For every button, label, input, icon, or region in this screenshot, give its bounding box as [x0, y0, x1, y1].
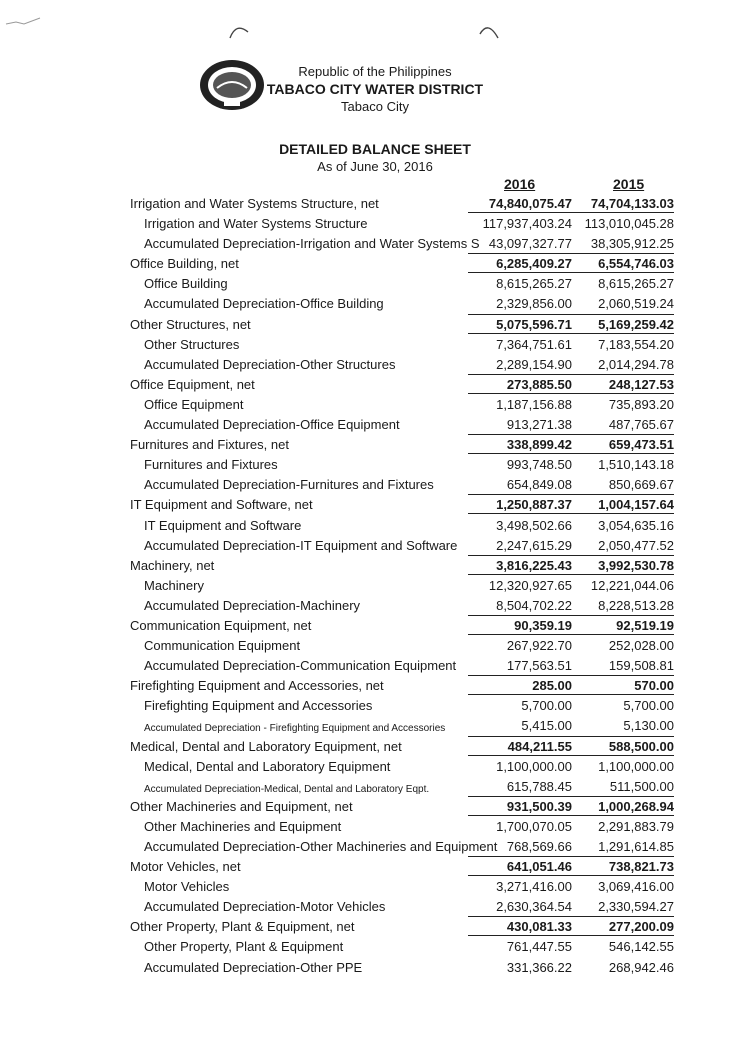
- row-label: Accumulated Depreciation-Communication Equipment: [144, 658, 457, 674]
- value-2015: 2,330,594.27: [598, 899, 674, 915]
- value-2016: 6,285,409.27: [464, 256, 572, 271]
- row-label: Accumulated Depreciation-IT Equipment and Software: [144, 537, 458, 553]
- balance-sheet-table: [0, 193, 743, 977]
- row-label: Accumulated Depreciation-Motor Vehicles: [144, 899, 386, 915]
- value-2015: 5,169,259.42: [566, 317, 674, 332]
- subtotal-row: [0, 736, 743, 756]
- row-label: Accumulated Depreciation - Firefighting Equipment and Accessories: [144, 723, 446, 735]
- value-2015: 3,069,416.00: [598, 879, 674, 895]
- value-2016: 5,700.00: [521, 698, 572, 714]
- value-2016: 331,366.22: [506, 959, 572, 975]
- value-2016: 761,447.55: [506, 939, 572, 955]
- subtotal-row: [0, 434, 743, 454]
- row-label: Irrigation and Water Systems Structure, net: [130, 196, 379, 211]
- value-2015: 2,060,519.24: [598, 296, 674, 312]
- detail-row: [0, 957, 743, 977]
- detail-row: [0, 394, 743, 414]
- detail-row: [0, 454, 743, 474]
- value-2016: 5,075,596.71: [464, 317, 572, 332]
- value-2015: 2,014,294.78: [598, 356, 674, 372]
- detail-row: [0, 635, 743, 655]
- detail-row: [0, 575, 743, 595]
- organization-name: TABACO CITY WATER DISTRICT: [266, 81, 484, 97]
- value-2015: 1,100,000.00: [598, 758, 674, 774]
- row-label: Accumulated Depreciation-Other Structures: [144, 356, 396, 372]
- value-2016: 1,700,070.05: [496, 818, 572, 834]
- value-2015: 659,473.51: [566, 437, 674, 452]
- value-2015: 588,500.00: [566, 739, 674, 754]
- value-2015: 570.00: [566, 678, 674, 693]
- value-2016: 931,500.39: [464, 799, 572, 814]
- value-2015: 2,291,883.79: [598, 818, 674, 834]
- value-2015: 3,992,530.78: [566, 558, 674, 573]
- row-label: Office Building: [144, 276, 228, 292]
- subtotal-row: [0, 494, 743, 514]
- row-label: Communication Equipment, net: [130, 617, 312, 633]
- row-label: Accumulated Depreciation-Machinery: [144, 597, 361, 613]
- page-title: DETAILED BALANCE SHEET: [279, 141, 471, 157]
- value-2015: 74,704,133.03: [566, 196, 674, 211]
- value-2015: 38,305,912.25: [590, 236, 674, 252]
- water-district-seal-icon: [197, 58, 267, 112]
- value-2016: 8,615,265.27: [496, 276, 572, 292]
- row-label: Accumulated Depreciation-Other Machineries and Equipment: [144, 839, 498, 854]
- value-2015: 268,942.46: [608, 959, 674, 975]
- value-2015: 5,130.00: [623, 718, 674, 734]
- value-2015: 8,228,513.28: [598, 597, 674, 613]
- value-2016: 177,563.51: [506, 658, 572, 674]
- value-2016: 8,504,702.22: [496, 597, 572, 613]
- row-label: Accumulated Depreciation-Other PPE: [144, 959, 363, 975]
- value-2016: 3,271,416.00: [496, 879, 572, 895]
- value-2016: 7,364,751.61: [496, 336, 572, 352]
- row-label: Furnitures and Fixtures, net: [130, 437, 289, 453]
- detail-row: [0, 213, 743, 233]
- detail-row: [0, 655, 743, 675]
- subtotal-row: [0, 796, 743, 816]
- letterhead: [260, 63, 490, 115]
- value-2016: 43,097,327.77: [488, 236, 572, 252]
- value-2016: 117,937,403.24: [482, 216, 572, 232]
- row-label: Accumulated Depreciation-Office Equipment: [144, 417, 400, 433]
- value-2016: 12,320,927.65: [488, 577, 572, 593]
- detail-row: [0, 334, 743, 354]
- subtotal-row: [0, 314, 743, 334]
- row-label: Machinery: [144, 577, 204, 593]
- value-2015: 546,142.55: [608, 939, 674, 955]
- value-2015: 1,000,268.94: [566, 799, 674, 814]
- subtotal-row: [0, 675, 743, 695]
- value-2016: 285.00: [464, 678, 572, 693]
- value-2016: 654,849.08: [506, 477, 572, 493]
- row-label: Other Machineries and Equipment, net: [130, 798, 353, 814]
- value-2016: 2,289,154.90: [496, 356, 572, 372]
- row-label: Communication Equipment: [144, 638, 301, 654]
- value-2015: 159,508.81: [608, 658, 674, 674]
- row-label: Motor Vehicles: [144, 879, 230, 895]
- detail-row: [0, 695, 743, 715]
- value-2016: 338,899.42: [464, 437, 572, 452]
- detail-row: [0, 876, 743, 896]
- detail-row: [0, 233, 743, 253]
- subtotal-row: [0, 374, 743, 394]
- row-label: Irrigation and Water Systems Structure: [144, 216, 368, 232]
- row-label: IT Equipment and Software, net: [130, 497, 313, 513]
- value-2015: 252,028.00: [608, 638, 674, 654]
- value-2015: 113,010,045.28: [584, 216, 674, 232]
- row-label: Other Property, Plant & Equipment, net: [130, 919, 355, 935]
- value-2015: 735,893.20: [608, 396, 674, 412]
- row-label: Accumulated Depreciation-Irrigation and Water Systems S: [144, 236, 480, 252]
- subtotal-row: [0, 193, 743, 213]
- value-2016: 993,748.50: [506, 457, 572, 473]
- punch-mark-left-icon: [228, 20, 252, 42]
- value-2016: 1,250,887.37: [464, 497, 572, 512]
- value-2016: 615,788.45: [506, 778, 572, 794]
- value-2016: 1,100,000.00: [496, 758, 572, 774]
- detail-row: [0, 936, 743, 956]
- subtotal-row: [0, 615, 743, 635]
- detail-row: [0, 515, 743, 535]
- detail-row: [0, 776, 743, 796]
- row-label: Furnitures and Fixtures: [144, 457, 278, 473]
- value-2016: 2,329,856.00: [496, 296, 572, 312]
- detail-row: [0, 474, 743, 494]
- column-header-2016: 2016: [504, 176, 536, 192]
- row-label: Accumulated Depreciation-Office Building: [144, 296, 384, 312]
- value-2015: 12,221,044.06: [590, 577, 674, 593]
- row-label: Accumulated Depreciation-Furnitures and Fixtures: [144, 477, 434, 493]
- value-2016: 90,359.19: [464, 618, 572, 633]
- value-2015: 1,291,614.85: [598, 839, 674, 854]
- row-label: Office Building, net: [130, 256, 239, 272]
- value-2016: 1,187,156.88: [496, 396, 572, 412]
- value-2016: 913,271.38: [506, 417, 572, 433]
- value-2016: 430,081.33: [464, 919, 572, 934]
- detail-row: [0, 293, 743, 313]
- city-line: Tabaco City: [341, 99, 409, 114]
- value-2016: 2,247,615.29: [496, 537, 572, 553]
- subtotal-row: [0, 856, 743, 876]
- value-2016: 484,211.55: [464, 739, 572, 754]
- value-2015: 92,519.19: [566, 618, 674, 633]
- value-2015: 738,821.73: [566, 859, 674, 874]
- row-label: Office Equipment: [144, 396, 244, 412]
- value-2015: 277,200.09: [566, 919, 674, 934]
- value-2015: 850,669.67: [608, 477, 674, 493]
- value-2016: 74,840,075.47: [464, 196, 572, 211]
- value-2015: 7,183,554.20: [598, 336, 674, 352]
- row-label: Medical, Dental and Laboratory Equipment: [144, 758, 391, 774]
- row-label: Firefighting Equipment and Accessories, net: [130, 678, 384, 694]
- value-2016: 3,498,502.66: [496, 517, 572, 533]
- value-2015: 3,054,635.16: [598, 517, 674, 533]
- row-label: Office Equipment, net: [130, 376, 255, 392]
- value-2015: 1,510,143.18: [598, 457, 674, 473]
- detail-row: [0, 715, 743, 735]
- value-2015: 5,700.00: [623, 698, 674, 714]
- value-2015: 8,615,265.27: [598, 276, 674, 292]
- value-2015: 248,127.53: [566, 377, 674, 392]
- detail-row: [0, 535, 743, 555]
- subtotal-row: [0, 253, 743, 273]
- detail-row: [0, 816, 743, 836]
- subtotal-row: [0, 555, 743, 575]
- row-label: Accumulated Depreciation-Medical, Dental and Laboratory Eqpt.: [144, 783, 430, 795]
- republic-line: Republic of the Philippines: [298, 64, 452, 79]
- row-label: Motor Vehicles, net: [130, 859, 241, 875]
- row-label: IT Equipment and Software: [144, 517, 302, 533]
- value-2016: 5,415.00: [521, 718, 572, 734]
- detail-row: [0, 756, 743, 776]
- row-label: Other Structures: [144, 336, 240, 352]
- detail-row: [0, 354, 743, 374]
- row-label: Medical, Dental and Laboratory Equipment, net: [130, 738, 402, 754]
- value-2015: 1,004,157.64: [566, 497, 674, 512]
- row-label: Machinery, net: [130, 557, 215, 573]
- document-title: [250, 140, 500, 175]
- as-of-date: As of June 30, 2016: [317, 159, 433, 174]
- value-2016: 267,922.70: [506, 638, 572, 654]
- value-2015: 2,050,477.52: [598, 537, 674, 553]
- detail-row: [0, 896, 743, 916]
- value-2016: 273,885.50: [464, 377, 572, 392]
- value-2016: 768,569.66: [506, 839, 572, 854]
- row-label: Firefighting Equipment and Accessories: [144, 698, 373, 714]
- stray-mark-icon: [4, 10, 44, 32]
- value-2015: 511,500.00: [609, 778, 674, 794]
- row-label: Other Machineries and Equipment: [144, 818, 342, 834]
- row-label: Other Property, Plant & Equipment: [144, 939, 344, 955]
- value-2015: 487,765.67: [608, 417, 674, 433]
- value-2016: 3,816,225.43: [464, 558, 572, 573]
- value-2016: 2,630,364.54: [496, 899, 572, 915]
- value-2016: 641,051.46: [464, 859, 572, 874]
- column-header-2015: 2015: [613, 176, 645, 192]
- punch-mark-right-icon: [478, 20, 502, 42]
- value-2015: 6,554,746.03: [566, 256, 674, 271]
- detail-row: [0, 414, 743, 434]
- detail-row: [0, 836, 743, 856]
- detail-row: [0, 595, 743, 615]
- detail-row: [0, 273, 743, 293]
- subtotal-row: [0, 916, 743, 936]
- row-label: Other Structures, net: [130, 316, 251, 332]
